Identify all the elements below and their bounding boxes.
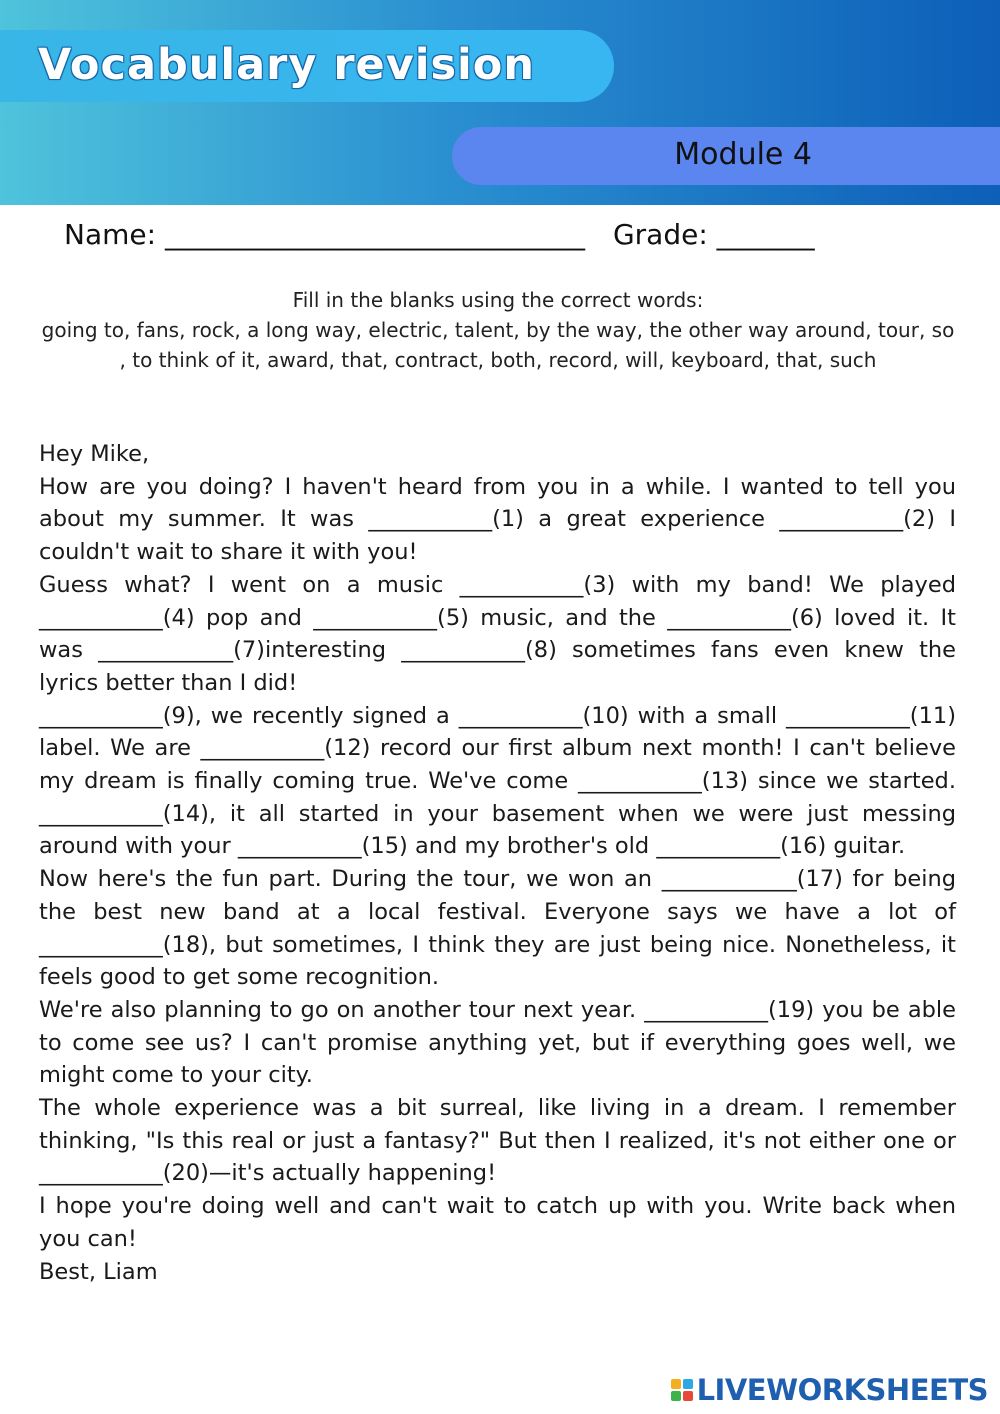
letter-paragraph: Guess what? I went on a music ___________(3) with my band! We played ___________(4) pop and ___________(5) music, and the ___________(6) loved it. It was ____________(7)interesting ___________(8) sometimes fans even knew the lyrics better than I did! (39, 571, 956, 696)
instructions-heading: Fill in the blanks using the correct words: (292, 288, 704, 312)
name-field[interactable]: Name: ______________________________ (64, 218, 585, 251)
instructions (40, 285, 956, 375)
word-bank: going to, fans, rock, a long way, electric, talent, by the way, the other way around, tour, so , to think of it, award, that, contract, both, record, will, keyboard, that, such (41, 318, 955, 372)
liveworksheets-logo (671, 1372, 988, 1408)
letter-signoff: Best, Liam (39, 1258, 158, 1285)
letter-paragraph: Now here's the fun part. During the tour, we won an ____________(17) for being the best new band at a local festival. Everyone says we have a lot of ___________(18), but sometimes, I think they are just being nice. Nonetheless, it feels good to get some recognition. (39, 866, 956, 991)
letter-greeting: Hey Mike, (39, 441, 150, 467)
header-banner (0, 0, 1000, 205)
logo-text: LIVEWORKSHEETS (696, 1373, 988, 1407)
letter-paragraph: We're also planning to go on another tour next year. ___________(19) you be able to come see us? I can't promise anything yet, but if everything goes well, we might come to your city. (39, 996, 956, 1089)
page-title: Vocabulary revision (38, 40, 535, 90)
title-pill (0, 30, 614, 102)
letter-paragraph: ___________(9), we recently signed a ___________(10) with a small ___________(11) label. We are ___________(12) record our first album next month! I can't believe my dream is finally coming true. We've come ___________(13) since we started. ___________(14), it all started in your basement when we were just messing around with your ___________(15) and my brother's old ___________(16) guitar. (39, 702, 956, 860)
module-pill (452, 127, 1000, 185)
name-grade-row (64, 218, 964, 251)
liveworksheets-logo-icon (671, 1379, 693, 1401)
module-label: Module 4 (674, 137, 812, 172)
letter-body (39, 438, 956, 1288)
letter-paragraph: I hope you're doing well and can't wait to catch up with you. Write back when you can! (39, 1193, 956, 1252)
grade-field[interactable]: Grade: _______ (612, 218, 815, 251)
letter-paragraph: The whole experience was a bit surreal, like living in a dream. I remember thinking, "Is this real or just a fantasy?" But then I realized, it's not either one or ___________(20)—it's actually happening! (39, 1095, 956, 1187)
letter-paragraph: How are you doing? I haven't heard from you in a while. I wanted to tell you about my summer. It was ___________(1) a great experience ___________(2) I couldn't wait to share it with you! (39, 473, 956, 566)
